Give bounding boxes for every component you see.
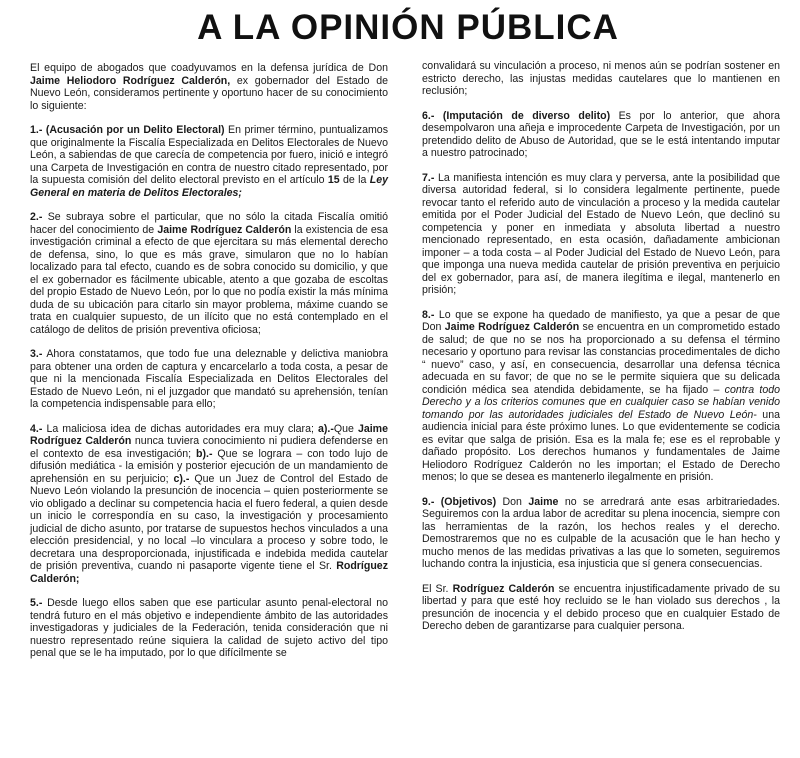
paragraph xyxy=(422,60,780,98)
bold-text: Jaime xyxy=(528,495,559,508)
paragraph xyxy=(30,348,388,411)
paragraph xyxy=(30,597,388,660)
paragraph xyxy=(30,211,388,336)
text-run: se encuentra injustificadamente privado de su libertad y para que esté hoy recluido se le han violado sus derechos , la presunción de inocencia y el debido proceso que en cualquier Estado de Derecho deben de garantizarse para cualquier persona. xyxy=(422,582,780,632)
left-column xyxy=(30,62,388,672)
paragraph xyxy=(30,62,388,112)
text-run: Se subraya sobre el particular, que no sólo la citada Fiscalía omitió hacer del conocimiento de xyxy=(30,211,388,236)
bold-text: b).- xyxy=(196,447,213,460)
bold-text: 3.- xyxy=(30,348,43,360)
bold-text: 7.- xyxy=(422,171,435,184)
bold-text: Rodríguez Calderón; xyxy=(30,560,388,585)
text-run: Que un Juez de Control del Estado de Nuevo León violando la presunción de inocencia – quien posteriormente se vio obligado a declinar su competencia hacia el fuero federal, a quien desde un inicio le correspondía en su caso, la investigación y procesamiento judicial de dicho asunto, por tratarse de supuestos hechos vinculados a una elección presidencial, y no local –lo vinculara a proceso y sobre todo, le decretara una desproporcionada, injustificada e indebida medida cautelar de prisión preventiva, cuando ni pasaporte vigente tiene el Sr. xyxy=(30,472,388,572)
text-run: Que se lograra – con todo lujo de difusión mediática - la emisión y posterior ejecución de un mandamiento de aprehensión en su perjuicio; xyxy=(30,447,389,485)
text-run: nunca tuviera conocimiento ni pudiera defenderse en el contexto de esa investigación; xyxy=(30,435,388,460)
right-column xyxy=(422,62,780,672)
bold-text: c).- xyxy=(173,472,190,485)
text-run: no se arredrará ante esas arbitrariedades. Seguiremos con la ardua labor de acreditar su plena inocencia, siempre con las herramientas de la razón, los hechos reales y el derecho. Demostraremos que no es culpable de la acusación que le han hecho y mucho menos de las medidas privativas a las que lo someten, seguiremos luchando contra la injusticia, esa injusticia que sí genera consecuencias. xyxy=(422,495,780,570)
text-run: Desde luego ellos saben que ese particular asunto penal-electoral no tendrá futuro en el más objetivo e independiente ámbito de las autoridades investigadoras y judiciales de la Federación, tenida consideración que ni nuestro representado reúne siquiera la calidad de sujeto activo del tipo penal que se le ha imputado, por lo que difícilmente se xyxy=(30,597,388,659)
bold-text: 9.- (Objetivos) xyxy=(422,495,497,508)
bold-text: 2.- xyxy=(30,211,43,223)
text-run: convalidará su vinculación a proceso, ni menos aún se podrían sostener en estricto derecho, las injustas medidas cautelares que lo mantienen en reclusión; xyxy=(422,60,780,97)
paragraph xyxy=(30,124,388,199)
bold-text: Jaime Rodríguez Calderón xyxy=(444,321,580,333)
bold-text: 4.- xyxy=(30,422,43,435)
text-run: Lo que se expone ha quedado de manifiesto, ya que a pesar de que Don xyxy=(422,308,780,333)
italic-text: contra todo Derecho y a los criterios comunes que en cualquier caso se habían venido tomando por las autoridades judiciales del Estado de Nuevo León xyxy=(422,383,780,421)
text-run: La maliciosa idea de dichas autoridades era muy clara; xyxy=(42,422,318,435)
text-run: La manifiesta intención es muy clara y perversa, ante la posibilidad que diversa autoridad federal, si lo considera legalmente pertinente, puede revocar tanto el referido auto de vinculación a proceso y la medida cautelar emitida por el Poder Judicial del Estado de Nuevo León, que declinó su competencia y poner en inmediata y absoluta libertad a nuestro mencionado representado, en esta ocasión, dañadamente ambicionan imponer – a toda costa – al Poder Judicial del Estado de Nuevo León, para que imponga una nueva medida cautelar de prisión preventiva en perjuicio del ex gobernador, para así, de manera ilegítima e ilegal, mantenerlo en prisión; xyxy=(422,171,780,296)
bold-text: Rodríguez Calderón xyxy=(452,582,555,595)
bold-text: a).- xyxy=(317,422,334,435)
bold-text: 6.- (Imputación de diverso delito) xyxy=(422,109,611,122)
bold-text: Ley General en materia de Delitos Electorales; xyxy=(30,174,389,199)
page-title: A LA OPINIÓN PÚBLICA xyxy=(197,8,619,47)
bold-text: 1.- (Acusación por un Delito Electoral) xyxy=(30,124,225,136)
text-run: ex gobernador del Estado de Nuevo León, consideramos pertinente y oportuno hacer de su conocimiento lo siguiente: xyxy=(30,74,388,112)
text-run: El Sr. xyxy=(422,582,453,595)
text-run: se encuentra en un comprometido estado de salud; de que no se nos ha proporcionado a su defensa el término necesario y oportuno para revisar las constancias procedimentales de dicho “ nuevo” caso, y así, en consecuencia, desarrollar una defensa técnica adecuada en su favor; de que no se le permite siquiera que su delicada condición médica sea atendida debidamente, se ha fijado – xyxy=(422,321,780,396)
bold-text: Jaime Heliodoro Rodríguez Calderón, xyxy=(30,74,231,87)
bold-text: Jaime Rodríguez Calderón xyxy=(30,422,388,447)
bold-text: Jaime Rodríguez Calderón xyxy=(157,223,292,236)
paragraph xyxy=(422,583,780,633)
paragraph xyxy=(422,110,780,160)
text-run: En primer término, puntualizamos que originalmente la Fiscalía Especializada en Delitos Electorales de Nuevo León, a sabiendas de que carecía de competencia por fuero, inició e integró una Carpeta de Investigación en contra de nuestro citado representado, por la supuesta comisión del delito electoral previsto en el artículo xyxy=(30,124,388,186)
bold-text: 8.- xyxy=(422,308,435,321)
columns xyxy=(30,62,786,672)
text-run: Que xyxy=(333,422,358,435)
text-run: Ahora constatamos, que todo fue una deleznable y delictiva maniobra para obtener una orden de captura y encarcelarlo a toda costa, a pesar de que ni la mencionada Fiscalía Especializada en Delitos Electorales del Estado de Nuevo León, ni el juzgador que mandató su aprehensión, tenían la competencia indispensable para ello; xyxy=(30,348,388,410)
paragraph xyxy=(422,172,780,297)
paragraph xyxy=(422,309,780,484)
text-run: - una audiencia inicial para éste próximo lunes. Lo que evidentemente se codicia es evitar que salga de prisión. Esa es la mala fe; ese es el reprobable y dañado propósito. Los derechos humanos y fundamentales de Jaime Heliodoro Rodríguez Calderón no les importan; el Estado de Derecho menos; lo que se desea es mantenerlo ilegalmente en prisión. xyxy=(422,408,780,483)
paragraph xyxy=(30,423,388,586)
text-run: de la xyxy=(339,174,370,186)
bold-text: 5.- xyxy=(30,597,43,609)
text-run: El equipo de abogados que coadyuvamos en la defensa jurídica de Don xyxy=(30,62,388,74)
bold-text: 15 xyxy=(327,174,340,186)
text-run: Don xyxy=(496,495,529,508)
paragraph xyxy=(422,496,780,571)
text-run: Es por lo anterior, que ahora desempolvaron una añeja e improcedente Carpeta de Investigación, por un pretendido delito de Abuso de Autoridad, que se le está intentando imputar a nuestro patrocinado; xyxy=(422,109,780,159)
text-run: la existencia de esa investigación criminal a efecto de que ejercitara su más elemental derecho de defensa, sino, lo que es más grave, simularon que no lo habían localizado para tal efecto, cuando es de sobra conocido su domicilio, y que el ex gobernador es fácilmente ubicable, atento a que gozaba de escoltas del propio Estado de Nuevo León, por lo que no podía existir la más mínima duda de su ubicación para citarlo sin mayor problema, máxime cuando se trata en cualquier supuesto, de un ilícito que no está contemplado en el catálogo de delitos de prisión preventiva oficiosa; xyxy=(30,223,388,336)
